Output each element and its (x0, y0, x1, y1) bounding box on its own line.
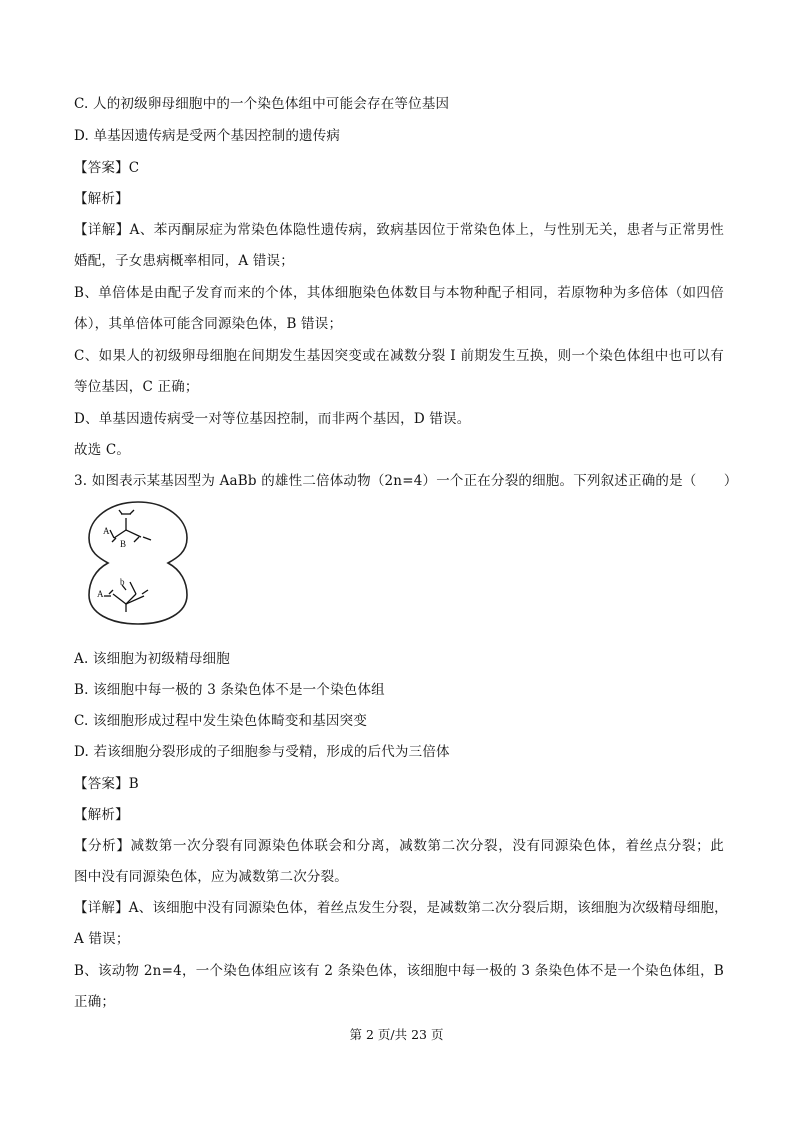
detail-line-2: 婚配，子女患病概率相同，A 错误； (74, 253, 294, 269)
detail-line-7: D、单基因遗传病受一对等位基因控制，而非两个基因，D 错误。 (74, 411, 471, 427)
option-b: B. 该细胞中每一极的 3 条染色体不是一个染色体组 (74, 682, 385, 698)
detail-line-3: B、单倍体是由配子发育而来的个体，其体细胞染色体数目与本物种配子相同，若原物种为多倍体（如四倍 (74, 285, 724, 301)
answer-label: 【答案】C (74, 160, 140, 176)
gene-label-lower-a: A (97, 589, 104, 599)
gene-label-upper-b: B (120, 539, 127, 549)
detail-line-5: C、如果人的初级卵母细胞在间期发生基因突变或在减数分裂 I 前期发生互换，则一个染色体组中也可以有 (74, 348, 724, 364)
answer-label-2: 【答案】B (74, 776, 139, 792)
detail-2-line-3: B、该动物 2n=4，一个染色体组应该有 2 条染色体，该细胞中每一极的 3 条染色体不是一个染色体组，B (74, 963, 724, 979)
lower-spindle (104, 582, 148, 612)
detail-line-4: 体），其单倍体可能含同源染色体，B 错误； (74, 316, 343, 332)
line-option-c: C. 人的初级卵母细胞中的一个染色体组中可能会存在等位基因 (74, 96, 450, 112)
upper-spindle (110, 510, 151, 542)
gene-label-lower-b: b (120, 577, 125, 587)
detail-line-1: 【详解】A、苯丙酮尿症为常染色体隐性遗传病，致病基因位于常染色体上，与性别无关，患者与正常男性 (74, 222, 724, 238)
conclusion-line: 故选 C。 (74, 442, 131, 458)
analysis-line-2: 图中没有同源染色体，应为减数第二次分裂。 (74, 869, 348, 885)
detail-2-line-4: 正确； (74, 994, 116, 1010)
cell-outline (89, 502, 187, 624)
question-3-stem: 3. 如图表示某基因型为 AaBb 的雄性二倍体动物（2n=4）一个正在分裂的细胞。下列叙述正确的是（ ） (74, 473, 738, 489)
analysis-line-1: 【分析】减数第一次分裂有同源染色体联会和分离，减数第二次分裂，没有同源染色体，着丝点分裂；此 (74, 838, 724, 854)
analysis-label-2: 【解析】 (74, 807, 129, 823)
line-option-d: D. 单基因遗传病是受两个基因控制的遗传病 (74, 128, 341, 144)
gene-label-upper-a: A (103, 526, 110, 536)
detail-2-line-2: A 错误； (74, 931, 130, 947)
detail-line-6: 等位基因，C 正确； (74, 379, 199, 395)
page-footer: 第 2 页/共 23 页 (349, 1027, 444, 1042)
option-a: A. 该细胞为初级精母细胞 (74, 651, 230, 667)
analysis-label: 【解析】 (74, 191, 129, 207)
option-c: C. 该细胞形成过程中发生染色体畸变和基因突变 (74, 713, 368, 729)
cell-division-figure (86, 500, 190, 626)
detail-2-line-1: 【详解】A、该细胞中没有同源染色体，着丝点发生分裂，是减数第二次分裂后期，该细胞为次级精母细胞， (74, 900, 728, 916)
option-d: D. 若该细胞分裂形成的子细胞参与受精，形成的后代为三倍体 (74, 744, 450, 760)
